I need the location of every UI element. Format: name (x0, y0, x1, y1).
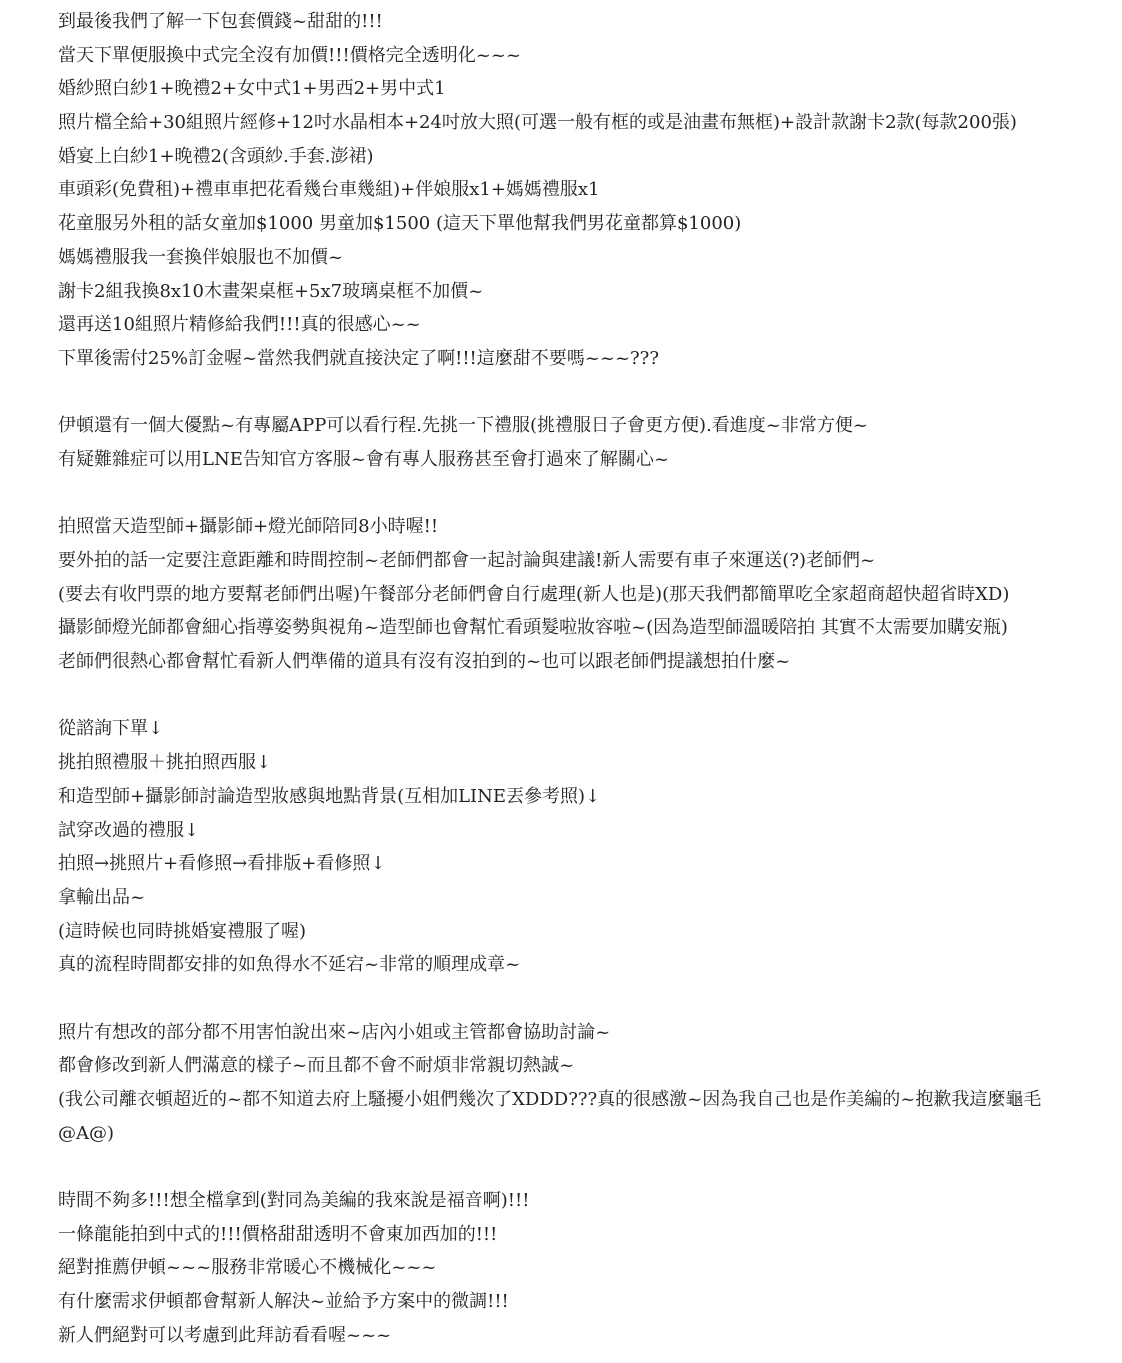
text-line: 試穿改過的禮服↓ (58, 819, 200, 841)
text-line: 照片檔全給+30組照片經修+12吋水晶相本+24吋放大照(可選一般有框的或是油畫布無框)+設計款謝卡2款(每款200張) (58, 112, 1017, 134)
text-line: 車頭彩(免費租)+禮車車把花看幾台車幾組)+伴娘服x1+媽媽禮服x1 (58, 179, 600, 201)
text-line: 還再送10組照片精修給我們!!!真的很感心~~ (58, 314, 421, 336)
paragraph-gap (58, 1150, 1068, 1184)
text-line: 婚宴上白紗1+晚禮2(含頭紗.手套.澎裙) (58, 145, 374, 167)
text-line: 有疑難雜症可以用LNE告知官方客服~會有專人服務甚至會打過來了解關心~ (58, 448, 670, 470)
text-line: 婚紗照白紗1+晚禮2+女中式1+男西2+男中式1 (58, 78, 446, 100)
paragraph-gap (58, 376, 1068, 410)
text-line: 時間不夠多!!!想全檔拿到(對同為美編的我來說是福音啊)!!! (58, 1190, 530, 1212)
text-line: 都會修改到新人們滿意的樣子~而且都不會不耐煩非常親切熱誠~ (58, 1055, 575, 1077)
text-line: @A@) (58, 1122, 115, 1144)
text-line: (我公司離衣頓超近的~都不知道去府上騷擾小姐們幾次了XDDD???真的很感激~因為我自己也是作美編的~抱歉我這麼龜毛 (58, 1089, 1042, 1110)
text-line: 要外拍的話一定要注意距離和時間控制~老師們都會一起討論與建議!新人需要有車子來運送(?)老師們~ (58, 550, 876, 571)
paragraph (58, 409, 1068, 476)
text-line: 拍照→挑照片+看修照→看排版+看修照↓ (58, 853, 386, 875)
text-line: 伊頓還有一個大優點~有專屬APP可以看行程.先挑一下禮服(挑禮服日子會更方便).看進度~非常方便~ (58, 415, 868, 437)
paragraph (58, 1016, 1068, 1151)
text-line: 絕對推薦伊頓~~~服務非常暖心不機械化~~~ (58, 1257, 437, 1279)
text-line: 新人們絕對可以考慮到此拜訪看看喔~~~ (58, 1324, 392, 1346)
text-line: 花童服另外租的話女童加$1000 男童加$1500 (這天下單他幫我們男花童都算$1000) (58, 213, 742, 235)
text-line: 從諮詢下單↓ (58, 718, 164, 740)
text-line: (這時候也同時挑婚宴禮服了喔) (58, 920, 307, 942)
text-line: 拿輸出品~ (58, 886, 146, 908)
paragraph (58, 510, 1068, 678)
text-line: 挑拍照禮服＋挑拍照西服↓ (58, 752, 272, 774)
paragraph-gap (58, 982, 1068, 1016)
text-line: 有什麼需求伊頓都會幫新人解決~並給予方案中的微調!!! (58, 1291, 509, 1313)
paragraph-gap (58, 679, 1068, 713)
text-line: 攝影師燈光師都會細心指導姿勢與視角~造型師也會幫忙看頭髮啦妝容啦~(因為造型師溫暖陪拍 其實不太需要加購安瓶) (58, 617, 1008, 639)
article-body (58, 5, 1068, 1353)
text-line: 和造型師+攝影師討論造型妝感與地點背景(互相加LINE丟參考照)↓ (58, 785, 601, 807)
text-line: (要去有收門票的地方要幫老師們出喔)午餐部分老師們會自行處理(新人也是)(那天我們都簡單吃全家超商超快超省時XD) (58, 583, 1010, 605)
text-line: 真的流程時間都安排的如魚得水不延宕~非常的順理成章~ (58, 954, 521, 976)
text-line: 到最後我們了解一下包套價錢~甜甜的!!! (58, 11, 383, 32)
paragraph (58, 1184, 1068, 1352)
text-line: 下單後需付25%訂金喔~當然我們就直接決定了啊!!!這麼甜不要嗎~~~??? (58, 347, 659, 369)
text-line: 照片有想改的部分都不用害怕說出來~店內小姐或主管都會協助討論~ (58, 1021, 611, 1043)
text-line: 一條龍能拍到中式的!!!價格甜甜透明不會東加西加的!!! (58, 1223, 498, 1245)
paragraph (58, 5, 1068, 376)
text-line: 媽媽禮服我一套換伴娘服也不加價~ (58, 246, 344, 268)
text-line: 老師們很熱心都會幫忙看新人們準備的道具有沒有沒拍到的~也可以跟老師們提議想拍什麼~ (58, 651, 791, 673)
paragraph-gap (58, 477, 1068, 511)
text-line: 當天下單便服換中式完全沒有加價!!!價格完全透明化~~~ (58, 44, 521, 66)
text-line: 謝卡2組我換8x10木畫架桌框+5x7玻璃桌框不加價~ (58, 280, 484, 302)
paragraph (58, 712, 1068, 982)
text-line: 拍照當天造型師+攝影師+燈光師陪同8小時喔!! (58, 516, 439, 538)
